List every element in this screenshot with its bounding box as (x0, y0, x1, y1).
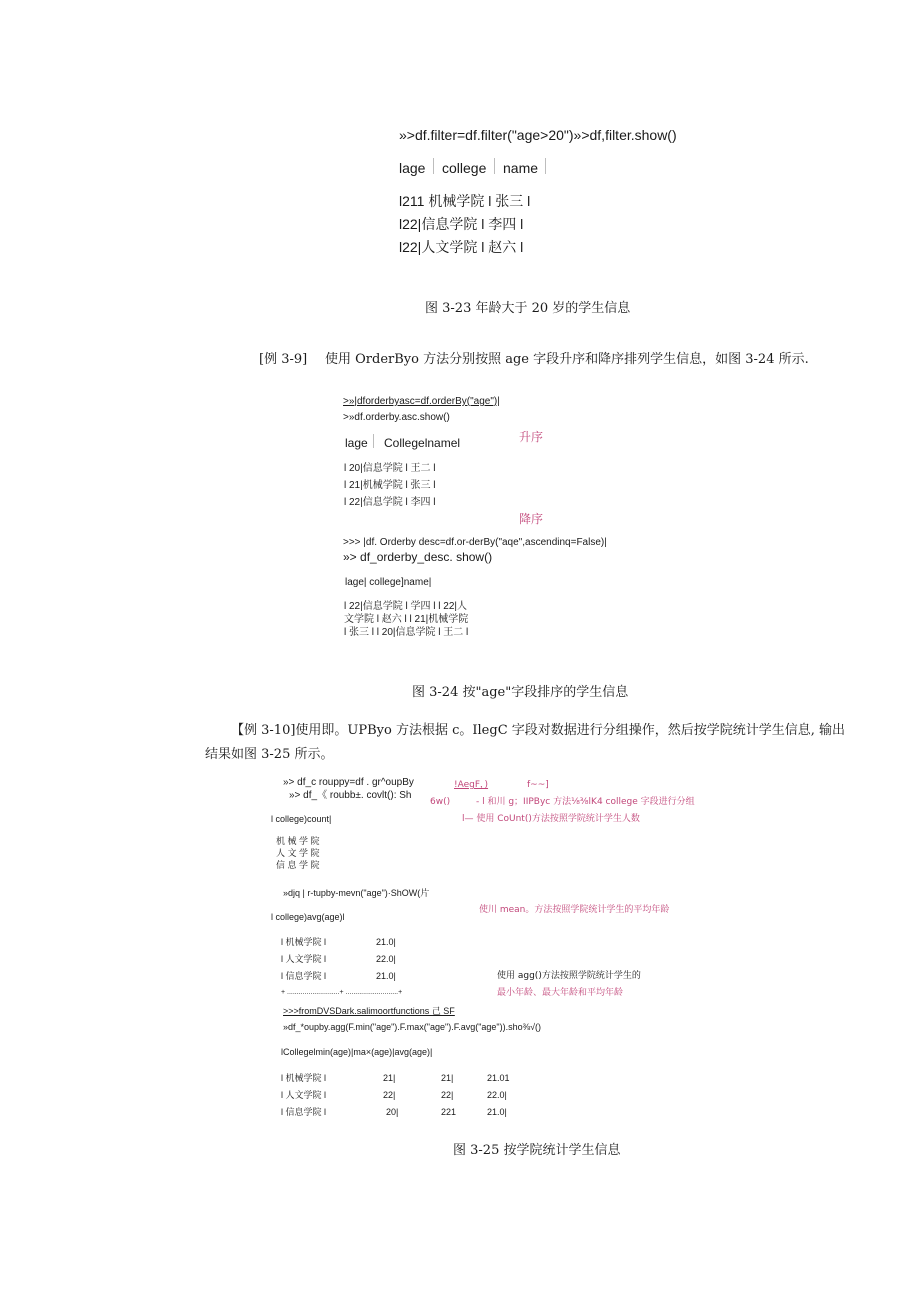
fig24-code-desc: >>> |df. Orderby desc=df.or-derBy("aqe",ascendinq=False)| (343, 537, 607, 548)
fig24-asc-note: 升序 (519, 430, 544, 444)
fig23-header-divider (433, 158, 434, 174)
fig23-code: »>df.filter=df.filter("age>20")»>df,filter.show() (399, 127, 677, 143)
fig23-header-divider (545, 158, 546, 174)
fig25-count-header: l college)count| (271, 814, 332, 824)
fig25-divider: + ...........................+ ...........................+ (281, 989, 403, 996)
fig25-note-b: f~~] (527, 780, 549, 790)
fig25-avg-row-value: 22.0| (376, 954, 396, 964)
ex39-label: [例 3-9] (259, 352, 308, 367)
fig25-agg-row-min: 21| (383, 1073, 396, 1083)
fig25-code-avg: »djq | r-tupby-mevn("age")·ShOW(片 (283, 888, 430, 898)
fig23-header-name: name (503, 160, 539, 176)
fig25-note-a: !AegF，) (454, 780, 489, 790)
fig25-garbled-row: 人 文 学 院 (276, 848, 320, 858)
fig25-agg-row-max: 21| (441, 1073, 454, 1083)
fig25-agg-row-avg: 21.0| (487, 1107, 507, 1117)
fig25-avg-row-name: l 机械学院 l (281, 937, 327, 947)
fig23-row: l211 机械学院 l 张三 l (399, 193, 531, 209)
fig23-header-college: college (442, 160, 487, 176)
fig25-note-count: l— 使用 CoUnt()方法按照学院统计学生人数 (462, 814, 640, 824)
fig25-note-avg: 使川 mean。方法按照学院统计学生的平均年龄 (479, 905, 670, 915)
fig24-asc-row: l 20|信息学院 l 王二 l (344, 463, 436, 474)
fig24-desc-header: lage| college]name| (345, 577, 432, 588)
fig25-note-agg-line1: 使用 agg()方法按照学院统计学生的 (497, 971, 641, 981)
fig25-agg-row-avg: 22.0| (487, 1090, 507, 1100)
fig24-header-college: Collegelnamel (384, 436, 461, 450)
fig25-agg-row-min: 22| (383, 1090, 396, 1100)
fig25-note-groupby: - l 和川 g；IIPByc 方法⅛⅜lK4 college 字段进行分组 (476, 797, 695, 807)
fig23-row: l22|人文学院 l 赵六 l (399, 239, 524, 255)
fig24-header-age: lage (345, 436, 368, 450)
fig25-garbled-row: 信 息 学 院 (276, 860, 320, 870)
fig25-caption: 图 3-25 按学院统计学生信息 (453, 1143, 621, 1158)
fig25-code-agg: »df_*oupby.agg(F.min("age").F.max("age").F.avg("age")).sho⅜√() (283, 1022, 542, 1032)
ex310-line2: 结果如图 3-25 所示。 (205, 747, 334, 762)
fig25-avg-row-value: 21.0| (376, 971, 396, 981)
fig25-agg-row-name: l 机械学院 l (281, 1073, 327, 1083)
fig23-caption: 图 3-23 年龄大于 20 岁的学生信息 (425, 301, 631, 316)
fig24-code-asc-show: >»df.orderby.asc.show() (343, 412, 450, 423)
fig25-code-import: >>>fromDVSDark.salimoortfunctions 己 SF (283, 1006, 455, 1016)
fig25-avg-header: l college)avg(age)l (271, 912, 345, 922)
fig24-asc-row: l 22|信息学院 l 李四 l (344, 497, 436, 508)
fig24-caption: 图 3-24 按"age"字段排序的学生信息 (412, 685, 629, 700)
fig25-note-agg-line2: 最小年龄、最大年龄和平均年龄 (497, 988, 624, 998)
fig24-desc-rows: l 22|信息学院 l 学四 l l 22|人文学院 l 赵六 l l 21|机械学院 l 张三 l l 20|信息学院 l 王二 l (344, 601, 469, 638)
fig23-header-age: lage (399, 160, 426, 176)
fig25-agg-header: lCollegelmin(age)|ma×(age)|avg(age)| (281, 1047, 433, 1057)
fig25-agg-row-name: l 信息学院 l (281, 1107, 327, 1117)
fig25-agg-row-name: l 人文学院 l (281, 1090, 327, 1100)
fig25-avg-row-value: 21.0| (376, 937, 396, 947)
fig23-header-divider (494, 158, 495, 174)
ex39-text: 使用 OrderByo 方法分别按照 age 字段升序和降序排列学生信息，如图 3-24 所示. (325, 352, 809, 367)
fig25-avg-row-name: l 人文学院 l (281, 954, 327, 964)
fig25-code-groupby: »> df_c rouppy=df . gr^oupBy (283, 777, 414, 788)
fig24-code-desc-show: »> df_orderby_desc. show() (343, 550, 493, 564)
fig24-header-divider (373, 434, 374, 448)
fig25-garbled-row: 机 械 学 院 (276, 836, 320, 846)
fig24-asc-row: l 21|机械学院 l 张三 l (344, 480, 436, 491)
fig25-agg-row-max: 221 (441, 1107, 457, 1117)
fig23-row: l22|信息学院 l 李四 l (399, 216, 524, 232)
fig25-avg-row-name: l 信息学院 l (281, 971, 327, 981)
fig25-code-count: »> df_《 roubb±. covlt(): Sh (289, 790, 412, 801)
fig25-note-c: 6w() (430, 797, 451, 807)
fig24-desc-note: 降序 (519, 512, 544, 526)
fig25-agg-row-max: 22| (441, 1090, 454, 1100)
fig24-code-asc: >»|dforderbyasc=df.orderBy("age")| (343, 396, 500, 407)
fig25-agg-row-min: 20| (386, 1107, 399, 1117)
ex310-line1: 【例 3-10]使用即。UPByo 方法根据 c。IlegC 字段对数据进行分组操作，然后按学院统计学生信息, 输出 (231, 723, 846, 738)
fig25-agg-row-avg: 21.01 (487, 1073, 510, 1083)
